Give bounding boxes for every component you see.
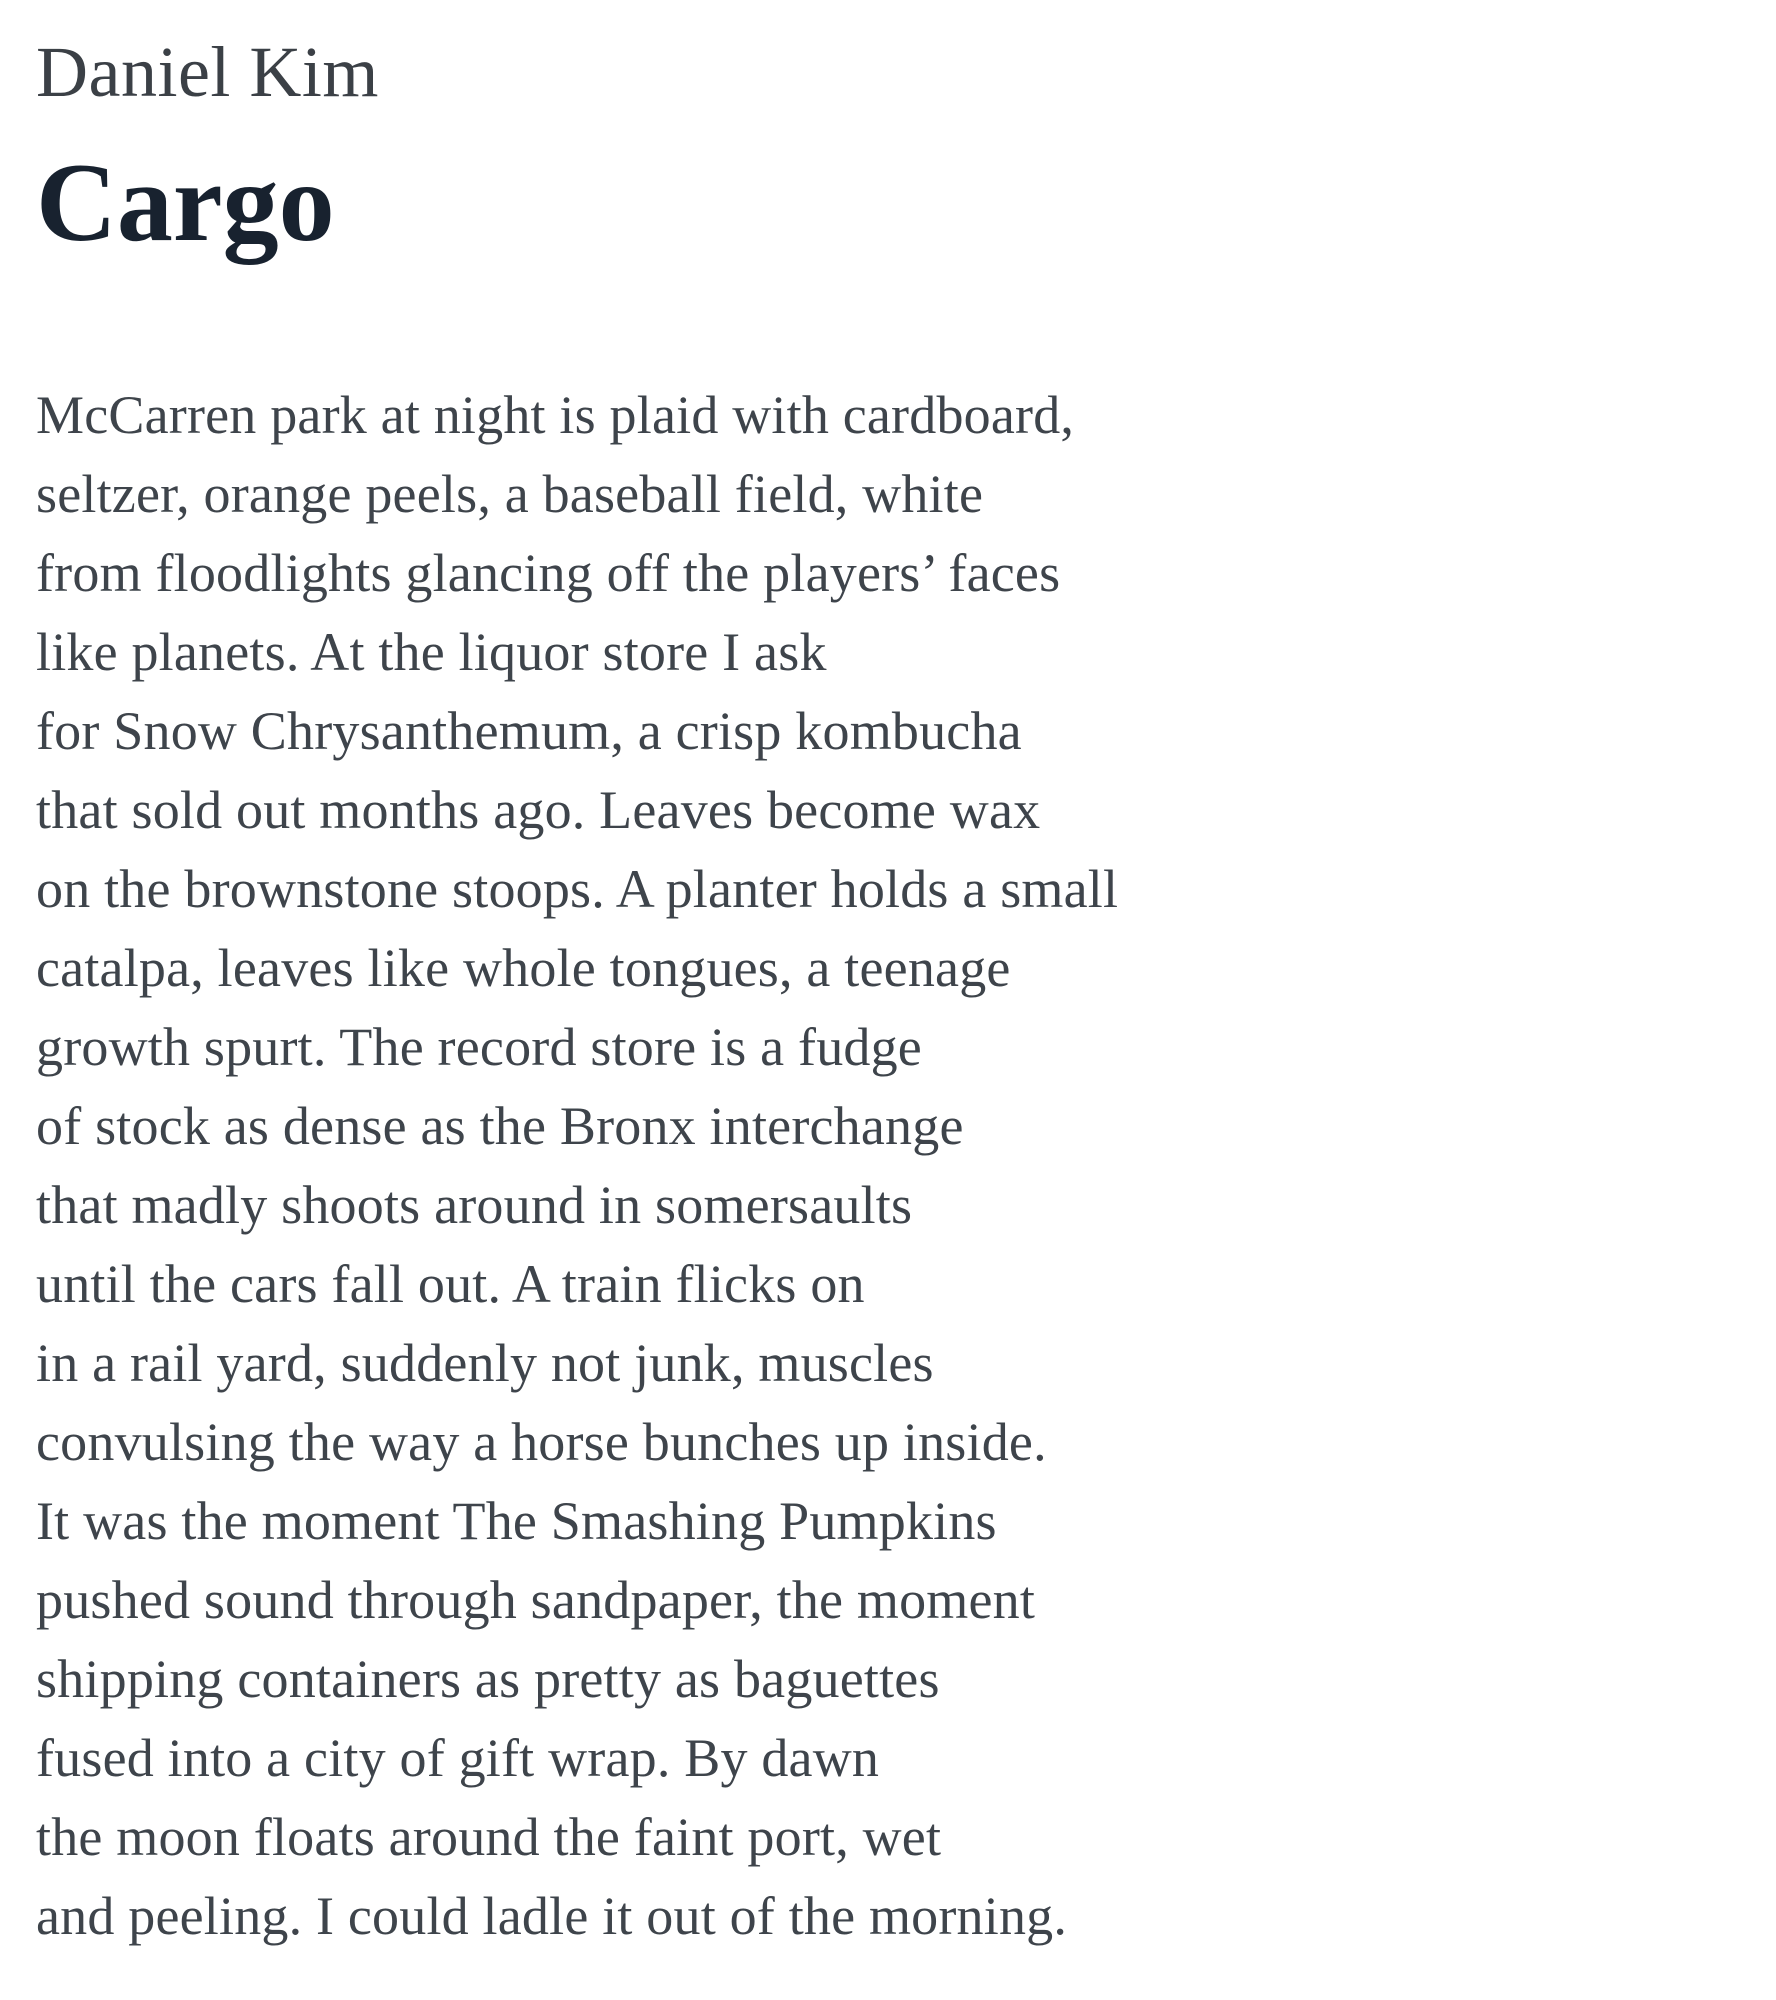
poem-line: It was the moment The Smashing Pumpkins bbox=[36, 1491, 997, 1551]
poem-line: convulsing the way a horse bunches up inside. bbox=[36, 1412, 1047, 1472]
poem-header bbox=[36, 32, 1736, 265]
poem-line: for Snow Chrysanthemum, a crisp kombucha bbox=[36, 701, 1022, 761]
poem-line: in a rail yard, suddenly not junk, muscles bbox=[36, 1333, 934, 1393]
poem-line: from floodlights glancing off the players’ faces bbox=[36, 543, 1061, 603]
poem-body bbox=[36, 376, 1736, 1956]
poem-line: shipping containers as pretty as baguettes bbox=[36, 1649, 940, 1709]
poem-line: growth spurt. The record store is a fudge bbox=[36, 1017, 922, 1077]
poem-line: and peeling. I could ladle it out of the morning. bbox=[36, 1886, 1068, 1946]
poem-line: on the brownstone stoops. A planter holds a small bbox=[36, 859, 1119, 919]
poem-line: of stock as dense as the Bronx interchange bbox=[36, 1096, 964, 1156]
poem-line: fused into a city of gift wrap. By dawn bbox=[36, 1728, 880, 1788]
poem-line: pushed sound through sandpaper, the moment bbox=[36, 1570, 1036, 1630]
poem-line: McCarren park at night is plaid with cardboard, bbox=[36, 385, 1075, 445]
poem-line: like planets. At the liquor store I ask bbox=[36, 622, 827, 682]
poem-author: Daniel Kim bbox=[36, 32, 379, 112]
poem-line: that madly shoots around in somersaults bbox=[36, 1175, 913, 1235]
poem-line: that sold out months ago. Leaves become wax bbox=[36, 780, 1041, 840]
poem-title: Cargo bbox=[36, 141, 335, 265]
poem-line: seltzer, orange peels, a baseball field, white bbox=[36, 464, 984, 524]
poem-line: the moon floats around the faint port, wet bbox=[36, 1807, 942, 1867]
poem-line: catalpa, leaves like whole tongues, a teenage bbox=[36, 938, 1011, 998]
poem-line: until the cars fall out. A train flicks on bbox=[36, 1254, 865, 1314]
